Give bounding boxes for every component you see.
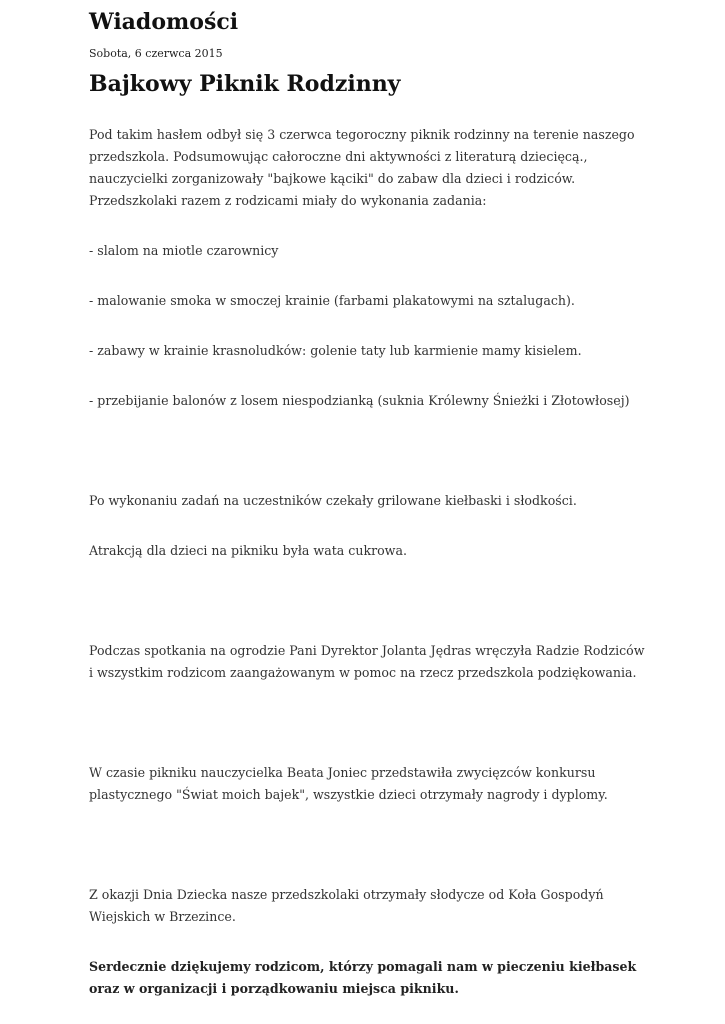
paragraph-sweets: Z okazji Dnia Dziecka nasze przedszkolaki otrzymały słodycze od Koła Gospodyń Wiejskich w Brzezince. — [89, 887, 604, 924]
paragraph-food: Po wykonaniu zadań na uczestników czekały grilowane kiełbaski i słodkości. — [89, 493, 577, 508]
paragraph-thanks-parents: Serdecznie dziękujemy rodzicom, którzy pomagali nam w pieczeniu kiełbasek oraz w organizacji i porządkowaniu miejsca pikniku. — [89, 959, 637, 996]
article-title: Bajkowy Piknik Rodzinny — [89, 71, 401, 97]
section-title: Wiadomości — [89, 9, 239, 35]
paragraph-thanks-director: Podczas spotkania na ogrodzie Pani Dyrektor Jolanta Jędras wręczyła Radzie Rodziców i wszystkim rodzicom zaangażowanym w pomoc na rzecz przedszkola podziękowania. — [89, 643, 645, 680]
list-item-task: - zabawy w krainie krasnoludków: golenie taty lub karmienie mamy kisielem. — [89, 343, 582, 358]
publish-date: Sobota, 6 czerwca 2015 — [89, 47, 223, 60]
list-item-task: - malowanie smoka w smoczej krainie (farbami plakatowymi na sztalugach). — [89, 293, 575, 308]
paragraph-intro: Pod takim hasłem odbył się 3 czerwca tegoroczny piknik rodzinny na terenie naszego przedszkola. Podsumowując całoroczne dni aktywności z literaturą dziecięcą., nauczycielki zorganizowały "bajkowe kąciki" do zabaw dla dzieci i rodziców. Przedszkolaki razem z rodzicami miały do wykonania zadania: — [89, 127, 635, 208]
paragraph-attraction: Atrakcją dla dzieci na pikniku była wata cukrowa. — [89, 543, 407, 558]
paragraph-contest: W czasie pikniku nauczycielka Beata Joniec przedstawiła zwycięzców konkursu plastycznego "Świat moich bajek", wszystkie dzieci otrzymały nagrody i dyplomy. — [89, 765, 608, 802]
article-body — [89, 124, 649, 1000]
list-item-task: - slalom na miotle czarownicy — [89, 243, 279, 258]
list-item-task: - przebijanie balonów z losem niespodzianką (suknia Królewny Śnieżki i Złotowłosej) — [89, 393, 630, 408]
